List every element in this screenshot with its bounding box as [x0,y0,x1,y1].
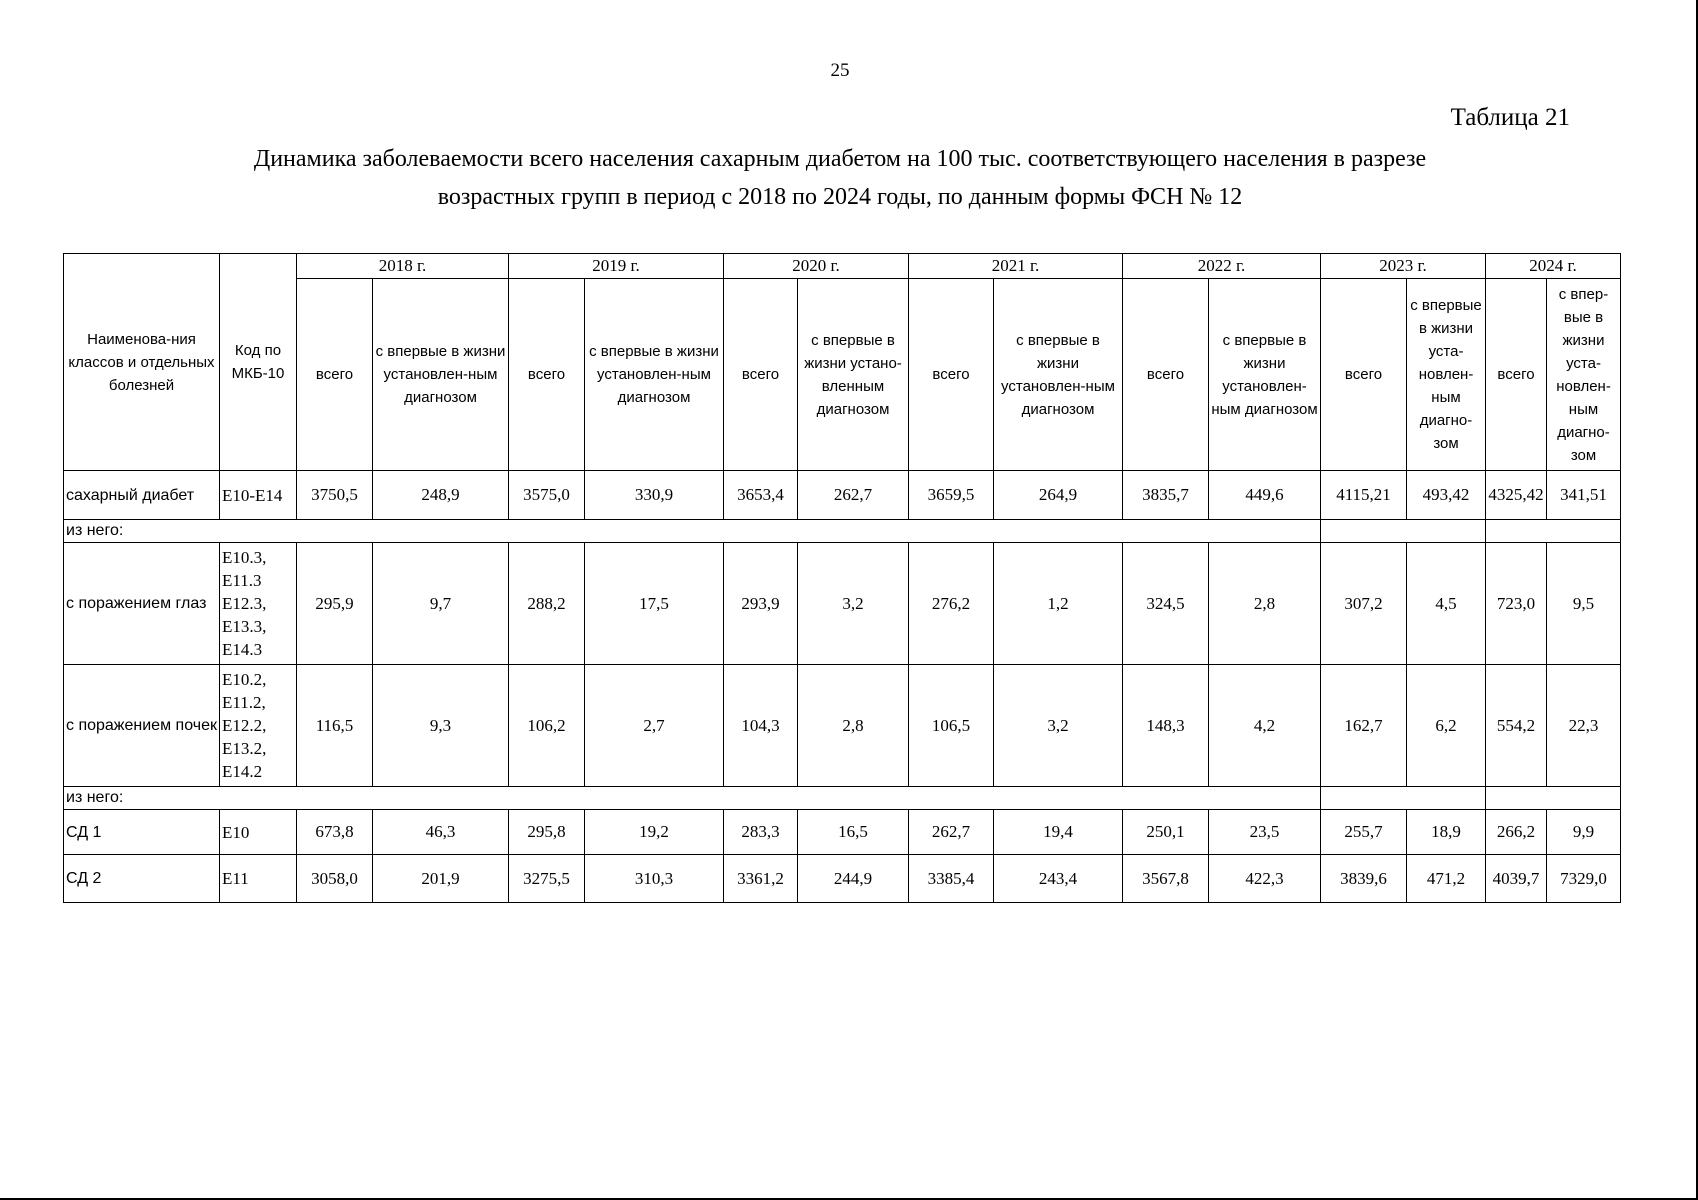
value-cell: 9,5 [1547,543,1621,665]
value-cell: 9,9 [1547,810,1621,855]
header-row-sub [64,279,1621,471]
subheading-label: из него: [64,520,1321,543]
header-total: всего [509,279,585,471]
table-label: Таблица 21 [1450,104,1570,131]
value-cell: 1,2 [994,543,1123,665]
icd-code: Е10.2, Е11.2, Е12.2, Е13.2, Е14.2 [220,665,297,787]
value-cell: 250,1 [1123,810,1209,855]
disease-name: СД 1 [64,810,220,855]
value-cell: 3275,5 [509,855,585,903]
value-cell: 4325,42 [1486,471,1547,520]
table-row [64,855,1621,903]
value-cell: 116,5 [297,665,373,787]
value-cell: 262,7 [798,471,909,520]
header-total: всего [909,279,994,471]
value-cell: 264,9 [994,471,1123,520]
value-cell: 554,2 [1486,665,1547,787]
header-newly-diagnosed: с впервые в жизни установлен-ным диагнозом [1209,279,1321,471]
diabetes-incidence-table [63,253,1621,903]
value-cell: 162,7 [1321,665,1407,787]
value-cell: 3659,5 [909,471,994,520]
disease-name: сахарный диабет [64,471,220,520]
value-cell: 723,0 [1486,543,1547,665]
value-cell: 106,5 [909,665,994,787]
header-newly-diagnosed: с впервые в жизни установлен-ным диагнозом [994,279,1123,471]
header-code: Код по МКБ-10 [220,254,297,471]
value-cell: 283,3 [724,810,798,855]
value-cell: 22,3 [1547,665,1621,787]
header-year: 2024 г. [1486,254,1621,279]
value-cell: 266,2 [1486,810,1547,855]
value-cell: 106,2 [509,665,585,787]
disease-name: с поражением почек [64,665,220,787]
value-cell: 4115,21 [1321,471,1407,520]
value-cell: 276,2 [909,543,994,665]
header-year: 2023 г. [1321,254,1486,279]
empty-cell [1486,520,1621,543]
value-cell: 9,3 [373,665,509,787]
header-year: 2018 г. [297,254,509,279]
value-cell: 295,9 [297,543,373,665]
value-cell: 2,8 [798,665,909,787]
value-cell: 471,2 [1407,855,1486,903]
icd-code: Е10.3, Е11.3 Е12.3, Е13.3, Е14.3 [220,543,297,665]
value-cell: 449,6 [1209,471,1321,520]
value-cell: 307,2 [1321,543,1407,665]
value-cell: 148,3 [1123,665,1209,787]
value-cell: 3653,4 [724,471,798,520]
icd-code: Е10-Е14 [220,471,297,520]
empty-cell [1321,520,1486,543]
value-cell: 422,3 [1209,855,1321,903]
table-row [64,665,1621,787]
value-cell: 4,5 [1407,543,1486,665]
value-cell: 330,9 [585,471,724,520]
value-cell: 9,7 [373,543,509,665]
header-name: Наименова-ния классов и отдельных болезней [64,254,220,471]
value-cell: 493,42 [1407,471,1486,520]
header-year: 2020 г. [724,254,909,279]
value-cell: 244,9 [798,855,909,903]
header-total: всего [1123,279,1209,471]
value-cell: 3750,5 [297,471,373,520]
empty-cell [1321,787,1486,810]
value-cell: 2,8 [1209,543,1321,665]
value-cell: 3839,6 [1321,855,1407,903]
value-cell: 288,2 [509,543,585,665]
header-newly-diagnosed: с впер-вые в жизни уста-новлен-ным диагно-зом [1547,279,1621,471]
value-cell: 341,51 [1547,471,1621,520]
value-cell: 19,2 [585,810,724,855]
header-year: 2019 г. [509,254,724,279]
subheading-label: из него: [64,787,1321,810]
value-cell: 19,4 [994,810,1123,855]
value-cell: 3,2 [994,665,1123,787]
value-cell: 16,5 [798,810,909,855]
value-cell: 3575,0 [509,471,585,520]
value-cell: 3361,2 [724,855,798,903]
value-cell: 3,2 [798,543,909,665]
header-total: всего [724,279,798,471]
value-cell: 3567,8 [1123,855,1209,903]
icd-code: Е10 [220,810,297,855]
header-total: всего [297,279,373,471]
header-total: всего [1486,279,1547,471]
page-number: 25 [830,60,850,81]
value-cell: 18,9 [1407,810,1486,855]
value-cell: 243,4 [994,855,1123,903]
disease-name: с поражением глаз [64,543,220,665]
table-row [64,471,1621,520]
value-cell: 324,5 [1123,543,1209,665]
value-cell: 6,2 [1407,665,1486,787]
header-newly-diagnosed: с впервые в жизни уста-новлен-ным диагно-зом [1407,279,1486,471]
table-row [64,543,1621,665]
value-cell: 3385,4 [909,855,994,903]
value-cell: 201,9 [373,855,509,903]
disease-name: СД 2 [64,855,220,903]
header-year: 2022 г. [1123,254,1321,279]
table-title [60,140,1620,216]
value-cell: 295,8 [509,810,585,855]
value-cell: 310,3 [585,855,724,903]
value-cell: 4,2 [1209,665,1321,787]
value-cell: 255,7 [1321,810,1407,855]
subheading-row [64,520,1621,543]
empty-cell [1486,787,1621,810]
value-cell: 3835,7 [1123,471,1209,520]
value-cell: 293,9 [724,543,798,665]
value-cell: 104,3 [724,665,798,787]
header-newly-diagnosed: с впервые в жизни установлен-ным диагнозом [585,279,724,471]
header-row-years [64,254,1621,279]
title-line-2: возрастных групп в период с 2018 по 2024 годы, по данным формы ФСН № 12 [437,184,1243,210]
value-cell: 46,3 [373,810,509,855]
value-cell: 2,7 [585,665,724,787]
value-cell: 17,5 [585,543,724,665]
table-row [64,810,1621,855]
value-cell: 673,8 [297,810,373,855]
title-line-1: Динамика заболеваемости всего населения сахарным диабетом на 100 тыс. соответствующего населения в разрезе [253,146,1427,172]
value-cell: 262,7 [909,810,994,855]
header-year: 2021 г. [909,254,1123,279]
value-cell: 7329,0 [1547,855,1621,903]
value-cell: 3058,0 [297,855,373,903]
subheading-row [64,787,1621,810]
value-cell: 248,9 [373,471,509,520]
header-newly-diagnosed: с впервые в жизни установлен-ным диагнозом [373,279,509,471]
header-total: всего [1321,279,1407,471]
value-cell: 4039,7 [1486,855,1547,903]
value-cell: 23,5 [1209,810,1321,855]
icd-code: Е11 [220,855,297,903]
header-newly-diagnosed: с впервые в жизни устано-вленным диагнозом [798,279,909,471]
